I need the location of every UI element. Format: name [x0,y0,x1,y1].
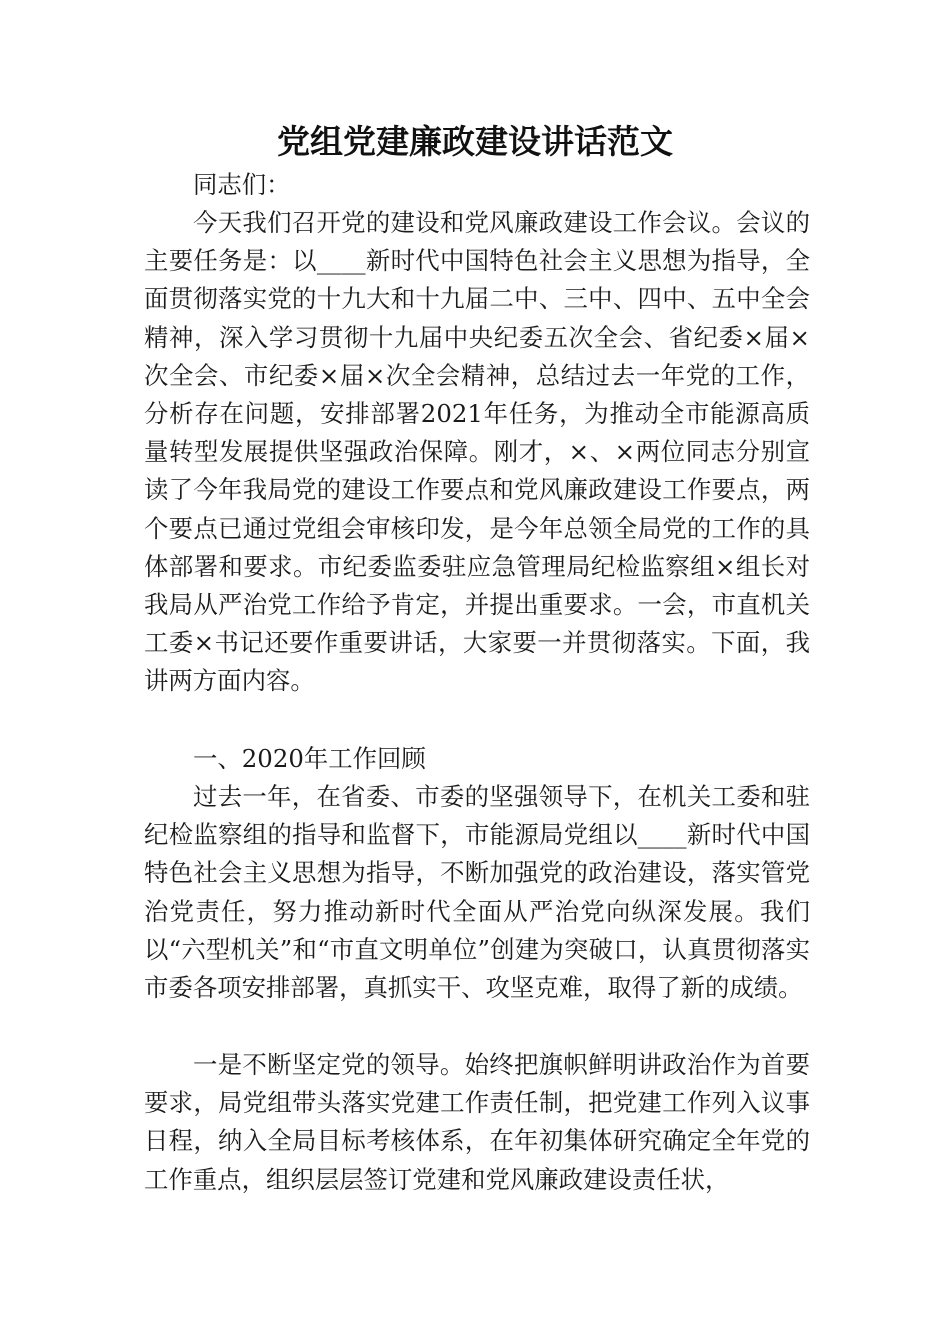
paragraph-leadership: 一是不断坚定党的领导。始终把旗帜鲜明讲政治作为首要要求，局党组带头落实党建工作责任制，把党建工作列入议事日程，纳入全局目标考核体系，在年初集体研究确定全年党的工作重点，组织层层签订党建和党风廉政建设责任状， [144,1050,810,1194]
document-title: 党组党建廉政建设讲话范文 [277,122,673,161]
section-heading: 一、2020年工作回顾 [193,744,426,773]
greeting: 同志们： [193,170,291,199]
paragraph-intro: 今天我们召开党的建设和党风廉政建设工作会议。会议的主要任务是：以____新时代中国特色社会主义思想为指导，全面贯彻落实党的十九大和十九届二中、三中、四中、五中全会精神，深入学习贯彻十九届中央纪委五次全会、省纪委×届×次全会、市纪委×届×次全会精神，总结过去一年党的工作，分析存在问题，安排部署2021年任务，为推动全市能源高质量转型发展提供坚强政治保障。刚才，×、×两位同志分别宣读了今年我局党的建设工作要点和党风廉政建设工作要点，两个要点已通过党组会审核印发，是今年总领全局党的工作的具体部署和要求。市纪委监委驻应急管理局纪检监察组×组长对我局从严治党工作给予肯定，并提出重要求。一会，市直机关工委×书记还要作重要讲话，大家要一并贯彻落实。下面，我讲两方面内容。 [144,208,810,696]
paragraph-review: 过去一年，在省委、市委的坚强领导下，在机关工委和驻纪检监察组的指导和监督下，市能源局党组以____新时代中国特色社会主义思想为指导，不断加强党的政治建设，落实管党治党责任，努力推动新时代全面从严治党向纵深发展。我们以“六型机关”和“市直文明单位”创建为突破口，认真贯彻落实市委各项安排部署，真抓实干、攻坚克难，取得了新的成绩。 [144,782,810,1003]
